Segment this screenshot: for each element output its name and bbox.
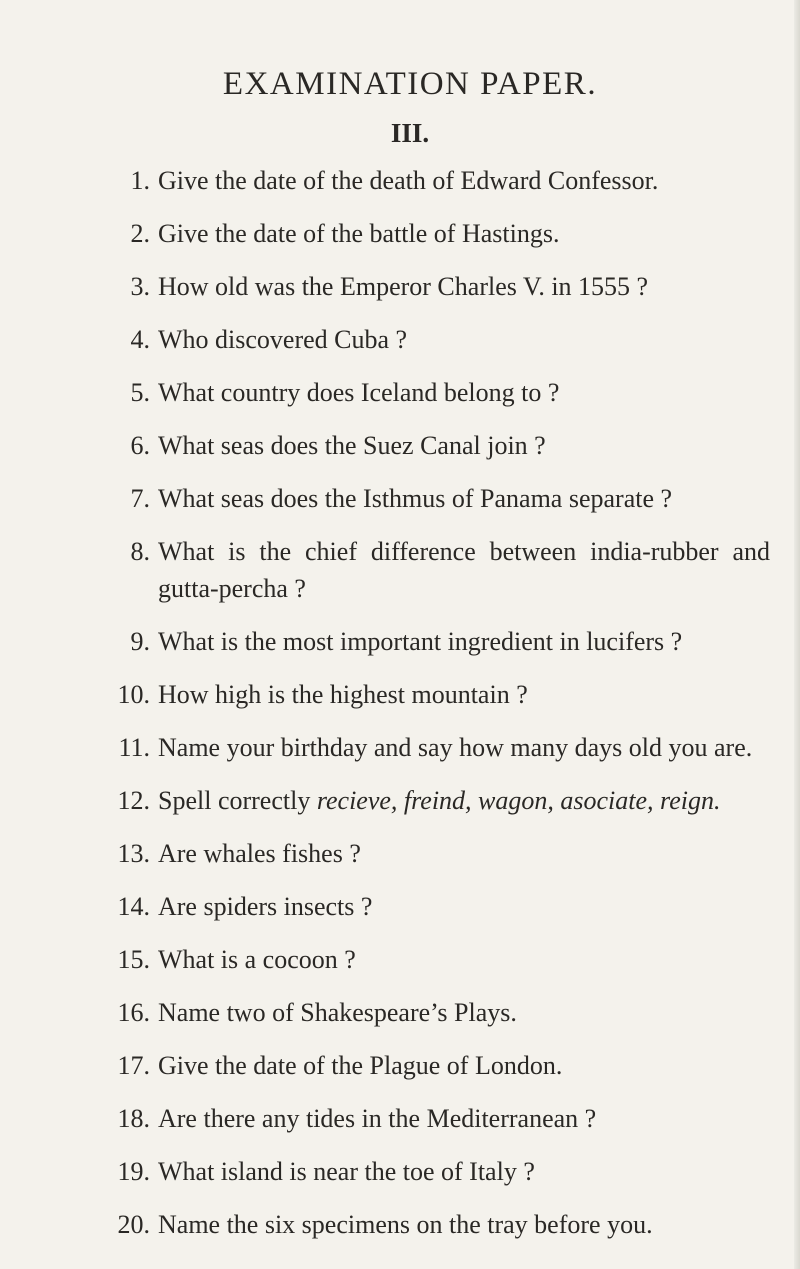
question-item bbox=[0, 676, 800, 713]
question-item bbox=[0, 835, 800, 872]
question-item bbox=[0, 1153, 800, 1190]
question-item bbox=[0, 427, 800, 464]
question-number: 20. bbox=[117, 1210, 150, 1239]
question-text: Give the date of the battle of Hastings. bbox=[158, 219, 560, 248]
question-number: 1. bbox=[130, 166, 150, 195]
question-number: 14. bbox=[117, 892, 150, 921]
question-text: What is a cocoon ? bbox=[158, 945, 356, 974]
question-number: 8. bbox=[130, 537, 150, 566]
question-item bbox=[0, 321, 800, 358]
question-text: What is the most important ingredient in lucifers ? bbox=[158, 627, 683, 656]
question-number: 4. bbox=[130, 325, 150, 354]
question-text: What country does Iceland belong to ? bbox=[158, 378, 560, 407]
question-item bbox=[0, 782, 800, 819]
question-item bbox=[0, 533, 800, 607]
question-number: 5. bbox=[130, 378, 150, 407]
question-text: Are there any tides in the Mediterranean ? bbox=[158, 1104, 597, 1133]
question-item bbox=[0, 1100, 800, 1137]
question-text: What island is near the toe of Italy ? bbox=[158, 1157, 535, 1186]
question-item bbox=[0, 994, 800, 1031]
question-number: 16. bbox=[117, 998, 150, 1027]
question-number: 3. bbox=[130, 272, 150, 301]
question-text: Are spiders insects ? bbox=[158, 892, 373, 921]
question-number: 18. bbox=[117, 1104, 150, 1133]
question-item bbox=[0, 215, 800, 252]
question-text: How old was the Emperor Charles V. in 1555 ? bbox=[158, 272, 649, 301]
question-number: 9. bbox=[130, 627, 150, 656]
question-text: Give the date of the Plague of London. bbox=[158, 1051, 563, 1080]
page-subtitle: III. bbox=[390, 118, 430, 148]
question-text-prefix: Spell correctly bbox=[158, 786, 311, 815]
question-text: Are whales fishes ? bbox=[158, 839, 361, 868]
question-text: Who discovered Cuba ? bbox=[158, 325, 408, 354]
question-item bbox=[0, 1047, 800, 1084]
question-item bbox=[0, 480, 800, 517]
question-text: Name two of Shakespeare’s Plays. bbox=[158, 998, 517, 1027]
question-number: 7. bbox=[130, 484, 150, 513]
question-item bbox=[0, 888, 800, 925]
question-number: 10. bbox=[117, 680, 150, 709]
question-list bbox=[0, 162, 800, 1259]
question-item bbox=[0, 162, 800, 199]
question-number: 17. bbox=[117, 1051, 150, 1080]
question-item bbox=[0, 729, 800, 766]
page-title: EXAMINATION PAPER. bbox=[222, 66, 598, 102]
question-item bbox=[0, 941, 800, 978]
question-text: Give the date of the death of Edward Confessor. bbox=[158, 166, 659, 195]
question-text bbox=[158, 782, 720, 819]
question-item bbox=[0, 623, 800, 660]
question-number: 19. bbox=[117, 1157, 150, 1186]
question-number: 11. bbox=[118, 733, 150, 762]
misspelled-words: recieve, freind, wagon, asociate, reign. bbox=[316, 786, 721, 815]
question-text: Name your birthday and say how many days old you are. bbox=[158, 733, 753, 762]
question-number: 2. bbox=[130, 219, 150, 248]
question-number: 15. bbox=[117, 945, 150, 974]
page-edge-shadow bbox=[794, 0, 800, 1269]
question-item bbox=[0, 1206, 800, 1243]
question-item bbox=[0, 374, 800, 411]
question-text: How high is the highest mountain ? bbox=[158, 680, 528, 709]
question-text: What seas does the Isthmus of Panama separate ? bbox=[158, 484, 673, 513]
question-text: What seas does the Suez Canal join ? bbox=[158, 431, 546, 460]
question-text: What is the chief difference between india-rubber and gutta-percha ? bbox=[158, 537, 770, 603]
question-text: Name the six specimens on the tray before you. bbox=[158, 1210, 653, 1239]
question-number: 13. bbox=[117, 839, 150, 868]
question-number: 6. bbox=[130, 431, 150, 460]
question-item bbox=[0, 268, 800, 305]
question-number: 12. bbox=[117, 786, 150, 815]
